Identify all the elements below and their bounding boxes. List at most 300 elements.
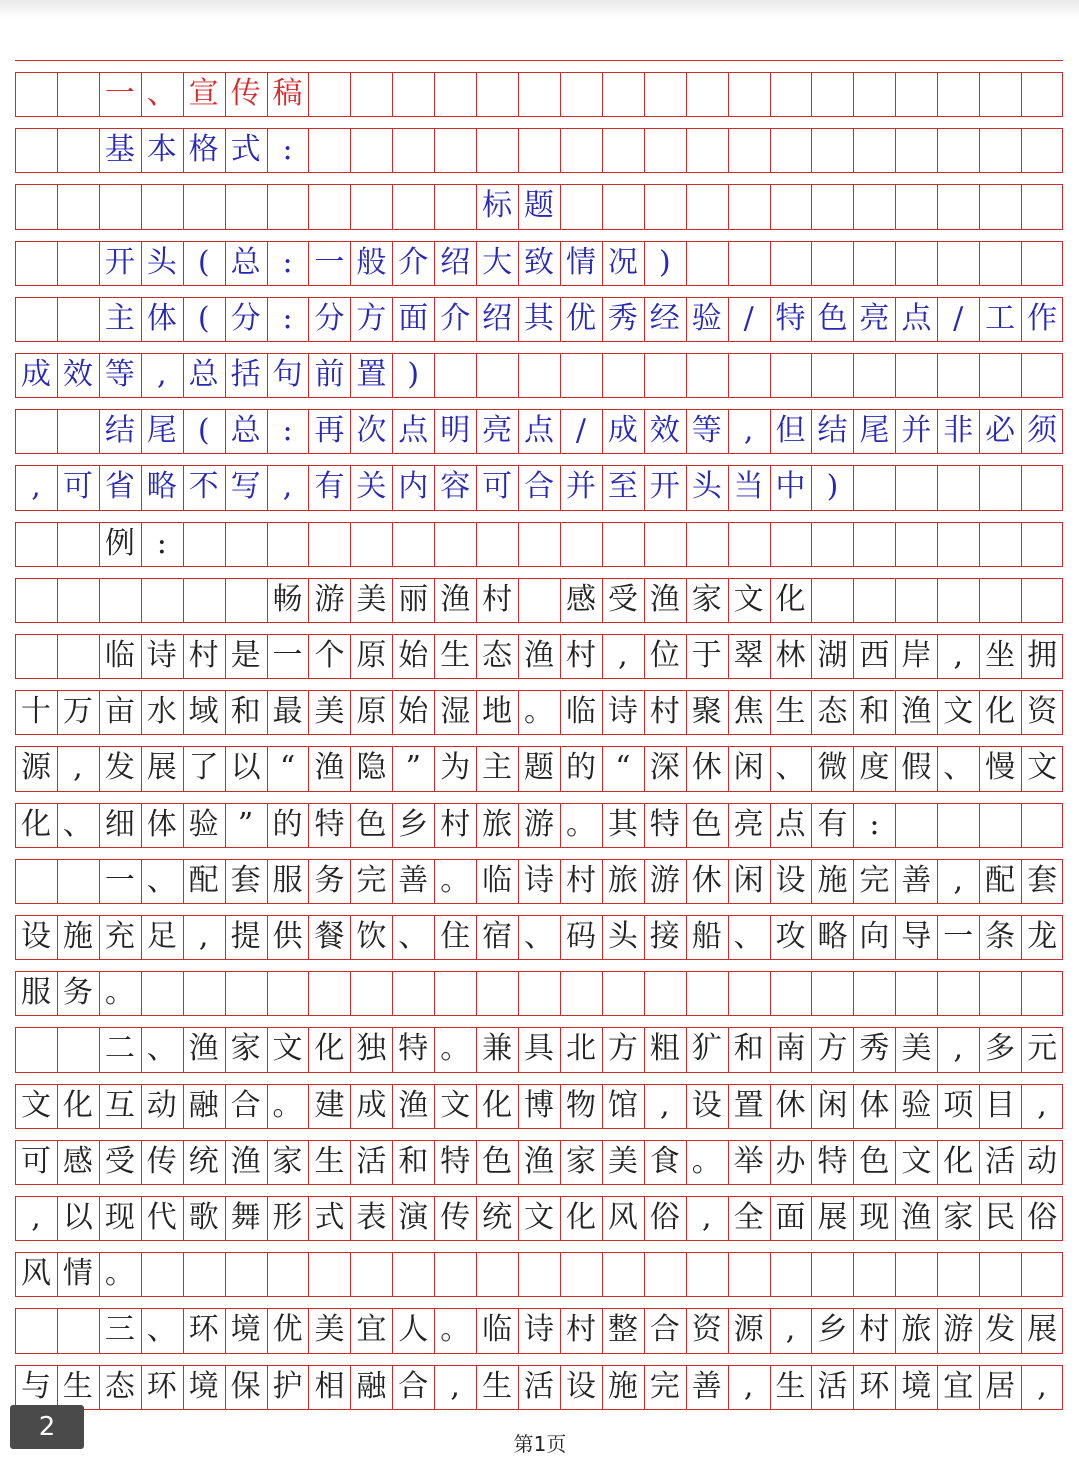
grid-char: 兼 <box>482 1031 513 1067</box>
grid-char: 北 <box>565 1031 596 1067</box>
grid-line-top <box>15 397 1063 398</box>
grid-char: 融 <box>188 1087 219 1123</box>
grid-char: 绍 <box>440 244 471 280</box>
grid-char: 住 <box>440 919 471 954</box>
grid-char: 完 <box>649 1368 680 1404</box>
grid-line-top <box>15 959 1063 960</box>
grid-char: 护 <box>272 1368 303 1404</box>
grid-char: 稿 <box>272 76 303 111</box>
grid-char: 宣 <box>188 76 219 111</box>
grid-char: 体 <box>859 1087 890 1123</box>
grid-char: 优 <box>272 1312 303 1348</box>
grid-char: 文 <box>21 1087 51 1123</box>
grid-char: , <box>1037 1368 1047 1404</box>
grid-char: 龙 <box>1027 919 1058 954</box>
grid-char: 位 <box>649 638 680 673</box>
grid-char: 方 <box>817 1031 848 1067</box>
grid-char: 善 <box>691 1368 722 1404</box>
grid-char: 尾 <box>146 413 177 449</box>
grid-char: 游 <box>943 1312 974 1348</box>
grid-char: 村 <box>565 862 596 898</box>
grid-char: 文 <box>524 1200 555 1235</box>
grid-char: 关 <box>356 469 387 505</box>
grid-char: 开 <box>104 244 135 280</box>
grid-char: 设 <box>21 919 51 954</box>
grid-char: 于 <box>691 638 722 673</box>
grid-char: 。 <box>440 862 471 898</box>
grid-char: 美 <box>607 1143 638 1179</box>
grid-char: 套 <box>1027 862 1058 898</box>
grid-line-top <box>15 172 1063 173</box>
grid-char: 完 <box>859 862 890 898</box>
grid-char: 提 <box>230 919 261 954</box>
grid-char: 环 <box>859 1368 890 1404</box>
grid-char: 方 <box>607 1031 638 1067</box>
grid-char: 不 <box>188 469 219 505</box>
grid-char: 经 <box>649 300 680 336</box>
grid-char: “ <box>615 750 631 786</box>
grid-char: 绍 <box>482 300 513 336</box>
grid-char: , <box>31 1200 41 1235</box>
grid-char: 体 <box>146 806 177 842</box>
grid-char: 向 <box>859 919 890 954</box>
grid-char: 境 <box>901 1368 932 1404</box>
grid-char: 诗 <box>146 638 177 673</box>
grid-char: 优 <box>565 300 596 336</box>
grid-char: 俗 <box>1027 1200 1058 1235</box>
grid-char: 游 <box>524 806 555 842</box>
grid-char: 游 <box>314 581 345 617</box>
grid-char: 渔 <box>901 1200 932 1235</box>
grid-char: 渔 <box>440 581 471 617</box>
grid-char: 化 <box>775 581 806 617</box>
grid-char: 西 <box>859 638 890 673</box>
grid-char: 度 <box>859 750 890 786</box>
grid-char: 施 <box>817 862 848 898</box>
grid-char: 写 <box>230 469 261 505</box>
grid-char: ) <box>826 469 839 505</box>
grid-char: 色 <box>356 806 387 842</box>
grid-char: 头 <box>607 919 638 954</box>
grid-char: 假 <box>901 750 932 786</box>
grid-char: 亮 <box>859 300 890 336</box>
grid-char: 本 <box>146 132 177 168</box>
grid-char: 。 <box>104 1256 135 1292</box>
grid-line-top <box>15 285 1063 286</box>
grid-char: 色 <box>482 1143 513 1179</box>
grid-char: , <box>743 413 754 449</box>
grid-char: 宿 <box>482 919 513 954</box>
grid-char: 展 <box>146 750 177 786</box>
grid-char: 文 <box>272 1031 303 1067</box>
grid-char: 融 <box>356 1368 387 1404</box>
grid-char: 最 <box>272 694 303 730</box>
grid-char: 的 <box>272 806 303 842</box>
grid-char: 标 <box>482 188 513 224</box>
grid-char: 细 <box>104 806 135 842</box>
grid-char: 、 <box>146 1031 177 1067</box>
grid-char: 成 <box>607 413 638 449</box>
grid-char: 环 <box>146 1368 177 1404</box>
grid-char: 头 <box>691 469 722 505</box>
grid-char: 色 <box>691 806 722 842</box>
grid-char: 渔 <box>188 1031 219 1067</box>
grid-char: 犷 <box>691 1031 722 1067</box>
grid-char: 休 <box>691 750 722 786</box>
grid-char: 、 <box>943 750 974 786</box>
grid-line-top <box>15 116 1063 117</box>
grid-char: 展 <box>1027 1312 1058 1348</box>
grid-char: : <box>156 525 167 561</box>
grid-char: 以 <box>62 1200 93 1235</box>
grid-char: 介 <box>440 300 471 336</box>
page-footer-label: 第1页 <box>513 1432 567 1456</box>
grid-char: 畅 <box>272 581 303 617</box>
grid-char: 演 <box>398 1200 429 1235</box>
grid-char: , <box>31 469 41 505</box>
grid-char: 生 <box>440 638 471 673</box>
grid-char: 表 <box>356 1200 387 1235</box>
grid-line-top <box>15 60 1063 61</box>
grid-char: 验 <box>691 300 722 336</box>
grid-char: : <box>282 300 293 336</box>
grid-line-top <box>15 1240 1063 1241</box>
grid-char: 施 <box>62 919 93 954</box>
grid-char: 工 <box>985 300 1016 336</box>
grid-char: 美 <box>356 581 387 617</box>
grid-char: 与 <box>21 1368 51 1404</box>
grid-char: 括 <box>230 357 261 392</box>
grid-char: 多 <box>985 1031 1016 1067</box>
grid-char: 村 <box>565 638 596 673</box>
grid-char: 独 <box>356 1031 387 1067</box>
grid-char: 。 <box>691 1143 722 1179</box>
grid-char: , <box>198 919 209 954</box>
grid-char: 文 <box>440 1087 471 1123</box>
grid-char: 点 <box>524 413 555 449</box>
grid-char: 展 <box>817 1200 848 1235</box>
grid-char: 美 <box>314 694 345 730</box>
grid-char: 色 <box>859 1143 890 1179</box>
grid-char: 互 <box>104 1087 135 1123</box>
grid-char: 可 <box>482 469 513 505</box>
grid-char: 游 <box>649 862 680 898</box>
grid-char: 资 <box>691 1312 722 1348</box>
grid-char: 粗 <box>649 1031 680 1067</box>
grid-char: 点 <box>775 806 806 842</box>
grid-char: 家 <box>565 1143 596 1179</box>
grid-char: 生 <box>775 694 806 730</box>
grid-char: 等 <box>104 357 135 392</box>
grid-char: 亮 <box>482 413 513 449</box>
grid-char: , <box>785 1312 796 1348</box>
grid-char: : <box>282 132 293 168</box>
grid-char: 般 <box>356 244 387 280</box>
grid-char: 美 <box>901 1031 932 1067</box>
grid-char: , <box>156 357 167 392</box>
grid-char: 供 <box>272 919 303 954</box>
grid-char: 特 <box>440 1143 471 1179</box>
grid-char: 色 <box>817 300 848 336</box>
grid-char: 化 <box>482 1087 513 1123</box>
grid-char: 设 <box>565 1368 596 1404</box>
grid-char: 当 <box>733 469 764 505</box>
grid-char: 配 <box>985 862 1016 898</box>
grid-char: 动 <box>146 1087 177 1123</box>
grid-char: , <box>660 1087 670 1123</box>
grid-char: 全 <box>733 1200 764 1235</box>
grid-char: 发 <box>985 1312 1016 1348</box>
grid-char: 域 <box>188 694 219 730</box>
grid-char: 文 <box>733 581 764 617</box>
grid-char: 村 <box>649 694 680 730</box>
grid-char: 、 <box>733 919 764 954</box>
grid-char: 渔 <box>230 1143 261 1179</box>
grid-char: 面 <box>775 1200 806 1235</box>
grid-char: 保 <box>230 1368 261 1404</box>
grid-char: 美 <box>314 1312 345 1348</box>
grid-char: 生 <box>314 1143 345 1179</box>
grid-char: 三 <box>104 1312 135 1348</box>
grid-line-top <box>15 566 1063 567</box>
grid-char: 大 <box>482 244 513 280</box>
grid-char: 态 <box>482 638 513 673</box>
grid-char: 主 <box>482 750 513 786</box>
grid-char: 。 <box>440 1312 471 1348</box>
grid-char: 临 <box>104 638 135 673</box>
grid-char: 村 <box>482 581 513 617</box>
grid-char: 。 <box>565 806 596 842</box>
grid-char: 旅 <box>482 806 513 842</box>
grid-line-top <box>15 791 1063 792</box>
grid-char: 渔 <box>398 1087 429 1123</box>
grid-char: 可 <box>62 469 93 505</box>
grid-char: : <box>869 806 880 842</box>
grid-char: 效 <box>62 357 93 392</box>
grid-char: 中 <box>775 469 806 505</box>
grid-char: / <box>953 300 964 336</box>
grid-char: 置 <box>733 1087 764 1123</box>
grid-char: 文 <box>943 694 974 730</box>
grid-char: 万 <box>62 694 93 730</box>
grid-char: 体 <box>146 300 177 336</box>
grid-char: 其 <box>607 806 638 842</box>
grid-char: 态 <box>817 694 848 730</box>
grid-char: 足 <box>146 919 177 954</box>
grid-char: 家 <box>230 1031 261 1067</box>
grid-char: 设 <box>691 1087 722 1123</box>
grid-line-top <box>15 847 1063 848</box>
grid-char: 服 <box>21 975 51 1011</box>
grid-char: 再 <box>314 413 345 449</box>
grid-char: 分 <box>314 300 345 336</box>
grid-char: 善 <box>398 862 429 898</box>
grid-char: 有 <box>817 806 848 842</box>
grid-char: 舞 <box>230 1200 261 1235</box>
grid-char: 活 <box>524 1368 555 1404</box>
grid-char: 接 <box>649 919 680 954</box>
grid-char: 具 <box>524 1031 555 1067</box>
grid-char: 服 <box>272 862 303 898</box>
grid-char: 原 <box>356 638 387 673</box>
grid-char: 岸 <box>901 638 932 673</box>
grid-char: 闲 <box>817 1087 848 1123</box>
grid-char: / <box>575 413 586 449</box>
grid-char: 受 <box>104 1143 135 1179</box>
grid-char: 环 <box>188 1312 219 1348</box>
grid-char: 尾 <box>859 413 890 449</box>
grid-char: 活 <box>817 1368 848 1404</box>
grid-char: 合 <box>524 469 555 505</box>
grid-char: : <box>282 244 293 280</box>
grid-char: 化 <box>62 1087 93 1123</box>
grid-char: 前 <box>314 357 345 392</box>
grid-char: 相 <box>314 1368 345 1404</box>
grid-char: ( <box>197 413 210 449</box>
grid-char: ( <box>197 300 210 336</box>
grid-char: 亩 <box>104 694 135 730</box>
grid-char: ” <box>405 750 421 786</box>
grid-char: 民 <box>985 1200 1016 1235</box>
text-row <box>15 1252 1063 1296</box>
grid-char: 条 <box>985 919 1016 954</box>
grid-char: 渔 <box>901 694 932 730</box>
grid-char: 慢 <box>985 750 1016 786</box>
grid-char: 临 <box>482 1312 513 1348</box>
grid-char: 一 <box>104 862 135 898</box>
grid-char: 坐 <box>985 638 1016 673</box>
grid-char: 态 <box>104 1368 135 1404</box>
grid-char: 受 <box>607 581 638 617</box>
grid-char: 整 <box>607 1312 638 1348</box>
grid-char: 统 <box>482 1200 513 1235</box>
grid-char: 发 <box>104 750 135 786</box>
grid-char: 一 <box>272 638 303 673</box>
grid-char: 内 <box>398 469 429 505</box>
grid-char: 特 <box>775 300 806 336</box>
grid-char: 湿 <box>440 694 471 730</box>
grid-char: 诗 <box>607 694 638 730</box>
grid-char: 式 <box>230 132 261 168</box>
grid-char: 句 <box>272 357 303 392</box>
grid-char: 格 <box>188 132 219 168</box>
grid-char: “ <box>279 750 296 786</box>
grid-char: 务 <box>314 862 345 898</box>
grid-char: 物 <box>565 1087 596 1123</box>
grid-char: 式 <box>314 1200 345 1235</box>
grid-char: 生 <box>482 1368 513 1404</box>
grid-char: 诗 <box>524 1312 555 1348</box>
grid-char <box>518 578 560 622</box>
grid-char: 资 <box>1027 694 1058 730</box>
grid-char: , <box>953 638 963 673</box>
grid-char: 人 <box>398 1312 429 1348</box>
grid-char: 深 <box>649 750 680 786</box>
grid-char: 微 <box>817 750 848 786</box>
grid-char: 翠 <box>733 638 764 673</box>
grid-char: 可 <box>21 1143 51 1179</box>
grid-char: 休 <box>691 862 722 898</box>
grid-char: 闲 <box>733 862 764 898</box>
grid-char: 生 <box>62 1368 93 1404</box>
grid-line-top <box>15 1128 1063 1129</box>
grid-char: 特 <box>817 1143 848 1179</box>
grid-char: 略 <box>817 919 848 954</box>
grid-char: 亮 <box>733 806 764 842</box>
grid-char: 成 <box>21 357 51 392</box>
grid-line-top <box>15 734 1063 735</box>
grid-char: 况 <box>607 244 638 280</box>
grid-char: 非 <box>943 413 974 449</box>
grid-char: 渔 <box>524 1143 555 1179</box>
grid-char: 家 <box>943 1200 974 1235</box>
grid-char: 、 <box>398 919 429 954</box>
grid-char: 文 <box>901 1143 932 1179</box>
grid-char: 源 <box>733 1312 764 1348</box>
grid-char: 林 <box>775 638 806 673</box>
grid-char: 形 <box>272 1200 303 1235</box>
grid-char: 动 <box>1027 1143 1058 1179</box>
grid-char: 化 <box>943 1143 974 1179</box>
grid-char: 化 <box>314 1031 345 1067</box>
grid-char: 码 <box>565 919 596 954</box>
grid-char: 一 <box>943 919 974 954</box>
grid-char: 境 <box>230 1312 261 1348</box>
grid-char: 分 <box>230 300 261 336</box>
grid-char: , <box>743 1368 754 1404</box>
grid-char: 必 <box>985 413 1016 449</box>
grid-char: 传 <box>440 1200 471 1235</box>
grid-char: 效 <box>649 413 680 449</box>
grid-char: 一 <box>314 244 345 280</box>
grid-char: 成 <box>356 1087 387 1123</box>
grid-char: 秀 <box>859 1031 890 1067</box>
text-row <box>15 971 1063 1015</box>
grid-char: 化 <box>985 694 1016 730</box>
grid-char: 休 <box>775 1087 806 1123</box>
grid-char: 源 <box>21 750 51 786</box>
grid-line-top <box>15 453 1063 454</box>
grid-char: 开 <box>649 469 680 505</box>
grid-char: 配 <box>188 862 219 898</box>
grid-char: 须 <box>1027 413 1058 449</box>
grid-char: 题 <box>524 750 555 786</box>
grid-char: 、 <box>775 750 806 786</box>
grid-char: 结 <box>817 413 848 449</box>
grid-char: 活 <box>356 1143 387 1179</box>
grid-line-top <box>15 510 1063 511</box>
grid-char: 题 <box>524 188 555 224</box>
grid-char: 原 <box>356 694 387 730</box>
top-shadow <box>0 0 1079 18</box>
grid-char: 建 <box>314 1087 345 1123</box>
grid-char: 宜 <box>943 1368 974 1404</box>
grid-char: 作 <box>1027 300 1058 336</box>
grid-char: 居 <box>985 1368 1016 1404</box>
grid-char: 合 <box>398 1368 429 1404</box>
grid-char: 特 <box>649 806 680 842</box>
grid-char: 餐 <box>314 919 345 954</box>
grid-char: ) <box>407 357 420 392</box>
page-number-badge[interactable]: 2 <box>10 1405 84 1449</box>
grid-char: 。 <box>440 1031 471 1067</box>
grid-char: 风 <box>607 1200 638 1235</box>
grid-char: 渔 <box>524 638 555 673</box>
grid-char: 、 <box>146 862 177 898</box>
grid-char: 。 <box>104 975 135 1011</box>
grid-char: 村 <box>440 806 471 842</box>
grid-char: 旅 <box>901 1312 932 1348</box>
